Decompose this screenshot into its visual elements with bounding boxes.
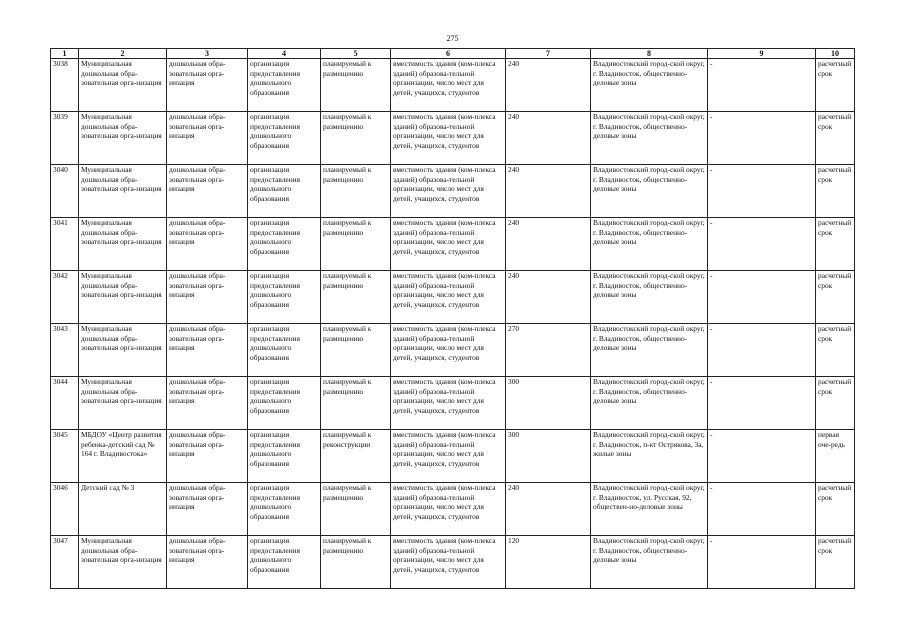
characteristic-value-cell: 300 xyxy=(506,377,591,430)
object-name-cell: Муниципальная дошкольная обра-зовательная орга-низация xyxy=(79,165,167,218)
object-type-cell: дошкольная обра-зовательная орга-низация xyxy=(167,483,248,536)
zone-info-cell: - xyxy=(708,112,816,165)
characteristic-value-cell: 120 xyxy=(506,536,591,589)
table-row xyxy=(51,112,855,165)
object-status-cell: планируемый к размещению xyxy=(321,324,391,377)
object-type-cell: дошкольная обра-зовательная орга-низация xyxy=(167,112,248,165)
zone-info-cell: - xyxy=(708,430,816,483)
object-characteristic-cell: вместимость здания (ком-плекса зданий) образова-тельной организации, число мест для детей, учащихся, студентов xyxy=(391,430,506,483)
object-purpose-cell: организация предоставления дошкольного образования xyxy=(248,377,321,430)
object-characteristic-cell: вместимость здания (ком-плекса зданий) образова-тельной организации, число мест для детей, учащихся, студентов xyxy=(391,324,506,377)
object-purpose-cell: организация предоставления дошкольного образования xyxy=(248,218,321,271)
implementation-term-cell: расчетный срок xyxy=(816,59,855,112)
object-characteristic-cell: вместимость здания (ком-плекса зданий) образова-тельной организации, число мест для детей, учащихся, студентов xyxy=(391,271,506,324)
column-header: 4 xyxy=(248,49,321,59)
object-status-cell: планируемый к размещению xyxy=(321,59,391,112)
table-row xyxy=(51,536,855,589)
object-status-cell: планируемый к реконструкции xyxy=(321,430,391,483)
row-number-cell: 3041 xyxy=(51,218,79,271)
object-type-cell: дошкольная обра-зовательная орга-низация xyxy=(167,324,248,377)
object-location-cell: Владивостокский город-ской округ, г. Владивосток, п-кт Острякова, 3а, жилые зоны xyxy=(591,430,708,483)
table-row xyxy=(51,218,855,271)
object-characteristic-cell: вместимость здания (ком-плекса зданий) образова-тельной организации, число мест для детей, учащихся, студентов xyxy=(391,59,506,112)
object-type-cell: дошкольная обра-зовательная орга-низация xyxy=(167,536,248,589)
object-location-cell: Владивостокский город-ской округ, г. Владивосток, ул. Русская, 92, обществен-но-деловые зоны xyxy=(591,483,708,536)
object-status-cell: планируемый к размещению xyxy=(321,271,391,324)
table-row xyxy=(51,59,855,112)
object-status-cell: планируемый к размещению xyxy=(321,165,391,218)
object-name-cell: Муниципальная дошкольная обра-зовательная орга-низация xyxy=(79,377,167,430)
zone-info-cell: - xyxy=(708,165,816,218)
planned-objects-table xyxy=(50,48,855,589)
column-header: 6 xyxy=(391,49,506,59)
table-row xyxy=(51,483,855,536)
implementation-term-cell: расчетный срок xyxy=(816,483,855,536)
table-row xyxy=(51,430,855,483)
column-header: 8 xyxy=(591,49,708,59)
object-location-cell: Владивостокский город-ской округ, г. Владивосток, общественно-деловые зоны xyxy=(591,324,708,377)
object-type-cell: дошкольная обра-зовательная орга-низация xyxy=(167,377,248,430)
zone-info-cell: - xyxy=(708,377,816,430)
object-type-cell: дошкольная обра-зовательная орга-низация xyxy=(167,218,248,271)
object-status-cell: планируемый к размещению xyxy=(321,377,391,430)
zone-info-cell: - xyxy=(708,536,816,589)
column-header: 5 xyxy=(321,49,391,59)
object-purpose-cell: организация предоставления дошкольного образования xyxy=(248,165,321,218)
characteristic-value-cell: 240 xyxy=(506,218,591,271)
object-location-cell: Владивостокский город-ской округ, г. Владивосток, общественно-деловые зоны xyxy=(591,165,708,218)
row-number-cell: 3043 xyxy=(51,324,79,377)
object-purpose-cell: организация предоставления дошкольного образования xyxy=(248,59,321,112)
characteristic-value-cell: 240 xyxy=(506,165,591,218)
object-location-cell: Владивостокский город-ской округ, г. Владивосток, общественно-деловые зоны xyxy=(591,536,708,589)
column-header: 2 xyxy=(79,49,167,59)
table-row xyxy=(51,324,855,377)
object-name-cell: Муниципальная дошкольная обра-зовательная орга-низация xyxy=(79,536,167,589)
column-header: 3 xyxy=(167,49,248,59)
table-row xyxy=(51,377,855,430)
object-type-cell: дошкольная обра-зовательная орга-низация xyxy=(167,59,248,112)
object-name-cell: Муниципальная дошкольная обра-зовательная орга-низация xyxy=(79,112,167,165)
column-header: 7 xyxy=(506,49,591,59)
implementation-term-cell: расчетный срок xyxy=(816,165,855,218)
object-characteristic-cell: вместимость здания (ком-плекса зданий) образова-тельной организации, число мест для детей, учащихся, студентов xyxy=(391,377,506,430)
object-name-cell: Муниципальная дошкольная обра-зовательная орга-низация xyxy=(79,271,167,324)
zone-info-cell: - xyxy=(708,271,816,324)
object-name-cell: Муниципальная дошкольная обра-зовательная орга-низация xyxy=(79,218,167,271)
zone-info-cell: - xyxy=(708,483,816,536)
implementation-term-cell: расчетный срок xyxy=(816,324,855,377)
object-location-cell: Владивостокский город-ской округ, г. Владивосток, общественно-деловые зоны xyxy=(591,271,708,324)
characteristic-value-cell: 270 xyxy=(506,324,591,377)
object-type-cell: дошкольная обра-зовательная орга-низация xyxy=(167,271,248,324)
object-purpose-cell: организация предоставления дошкольного образования xyxy=(248,483,321,536)
characteristic-value-cell: 240 xyxy=(506,59,591,112)
row-number-cell: 3047 xyxy=(51,536,79,589)
object-purpose-cell: организация предоставления дошкольного образования xyxy=(248,324,321,377)
object-location-cell: Владивостокский город-ской округ, г. Владивосток, общественно-деловые зоны xyxy=(591,377,708,430)
zone-info-cell: - xyxy=(708,218,816,271)
object-purpose-cell: организация предоставления дошкольного образования xyxy=(248,271,321,324)
implementation-term-cell: расчетный срок xyxy=(816,218,855,271)
column-header: 9 xyxy=(708,49,816,59)
object-characteristic-cell: вместимость здания (ком-плекса зданий) образова-тельной организации, число мест для детей, учащихся, студентов xyxy=(391,112,506,165)
row-number-cell: 3045 xyxy=(51,430,79,483)
table-row xyxy=(51,165,855,218)
object-status-cell: планируемый к размещению xyxy=(321,483,391,536)
object-characteristic-cell: вместимость здания (ком-плекса зданий) образова-тельной организации, число мест для детей, учащихся, студентов xyxy=(391,165,506,218)
object-characteristic-cell: вместимость здания (ком-плекса зданий) образова-тельной организации, число мест для детей, учащихся, студентов xyxy=(391,218,506,271)
object-characteristic-cell: вместимость здания (ком-плекса зданий) образова-тельной организации, число мест для детей, учащихся, студентов xyxy=(391,536,506,589)
object-status-cell: планируемый к размещению xyxy=(321,218,391,271)
implementation-term-cell: первая оче-редь xyxy=(816,430,855,483)
row-number-cell: 3040 xyxy=(51,165,79,218)
characteristic-value-cell: 240 xyxy=(506,271,591,324)
object-name-cell: Детский сад № 3 xyxy=(79,483,167,536)
object-type-cell: дошкольная обра-зовательная орга-низация xyxy=(167,165,248,218)
object-characteristic-cell: вместимость здания (ком-плекса зданий) образова-тельной организации, число мест для детей, учащихся, студентов xyxy=(391,483,506,536)
object-status-cell: планируемый к размещению xyxy=(321,112,391,165)
object-purpose-cell: организация предоставления дошкольного образования xyxy=(248,112,321,165)
object-type-cell: дошкольная обра-зовательная орга-низация xyxy=(167,430,248,483)
row-number-cell: 3046 xyxy=(51,483,79,536)
column-header: 10 xyxy=(816,49,855,59)
object-name-cell: Муниципальная дошкольная обра-зовательная орга-низация xyxy=(79,59,167,112)
column-header: 1 xyxy=(51,49,79,59)
object-location-cell: Владивостокский город-ской округ, г. Владивосток, общественно-деловые зоны xyxy=(591,218,708,271)
characteristic-value-cell: 300 xyxy=(506,430,591,483)
object-purpose-cell: организация предоставления дошкольного образования xyxy=(248,536,321,589)
implementation-term-cell: расчетный срок xyxy=(816,377,855,430)
object-name-cell: Муниципальная дошкольная обра-зовательная орга-низация xyxy=(79,324,167,377)
row-number-cell: 3042 xyxy=(51,271,79,324)
implementation-term-cell: расчетный срок xyxy=(816,536,855,589)
implementation-term-cell: расчетный срок xyxy=(816,271,855,324)
table-row xyxy=(51,271,855,324)
characteristic-value-cell: 240 xyxy=(506,483,591,536)
object-purpose-cell: организация предоставления дошкольного образования xyxy=(248,430,321,483)
zone-info-cell: - xyxy=(708,59,816,112)
row-number-cell: 3044 xyxy=(51,377,79,430)
characteristic-value-cell: 240 xyxy=(506,112,591,165)
header-row xyxy=(51,49,855,59)
row-number-cell: 3038 xyxy=(51,59,79,112)
page-number: 275 xyxy=(446,34,459,43)
object-location-cell: Владивостокский город-ской округ, г. Владивосток, общественно-деловые зоны xyxy=(591,112,708,165)
object-status-cell: планируемый к размещению xyxy=(321,536,391,589)
row-number-cell: 3039 xyxy=(51,112,79,165)
object-name-cell: МБДОУ «Центр развития ребенка-детский сад № 164 г. Владивостока» xyxy=(79,430,167,483)
zone-info-cell: - xyxy=(708,324,816,377)
object-location-cell: Владивостокский город-ской округ, г. Владивосток, общественно-деловые зоны xyxy=(591,59,708,112)
implementation-term-cell: расчетный срок xyxy=(816,112,855,165)
